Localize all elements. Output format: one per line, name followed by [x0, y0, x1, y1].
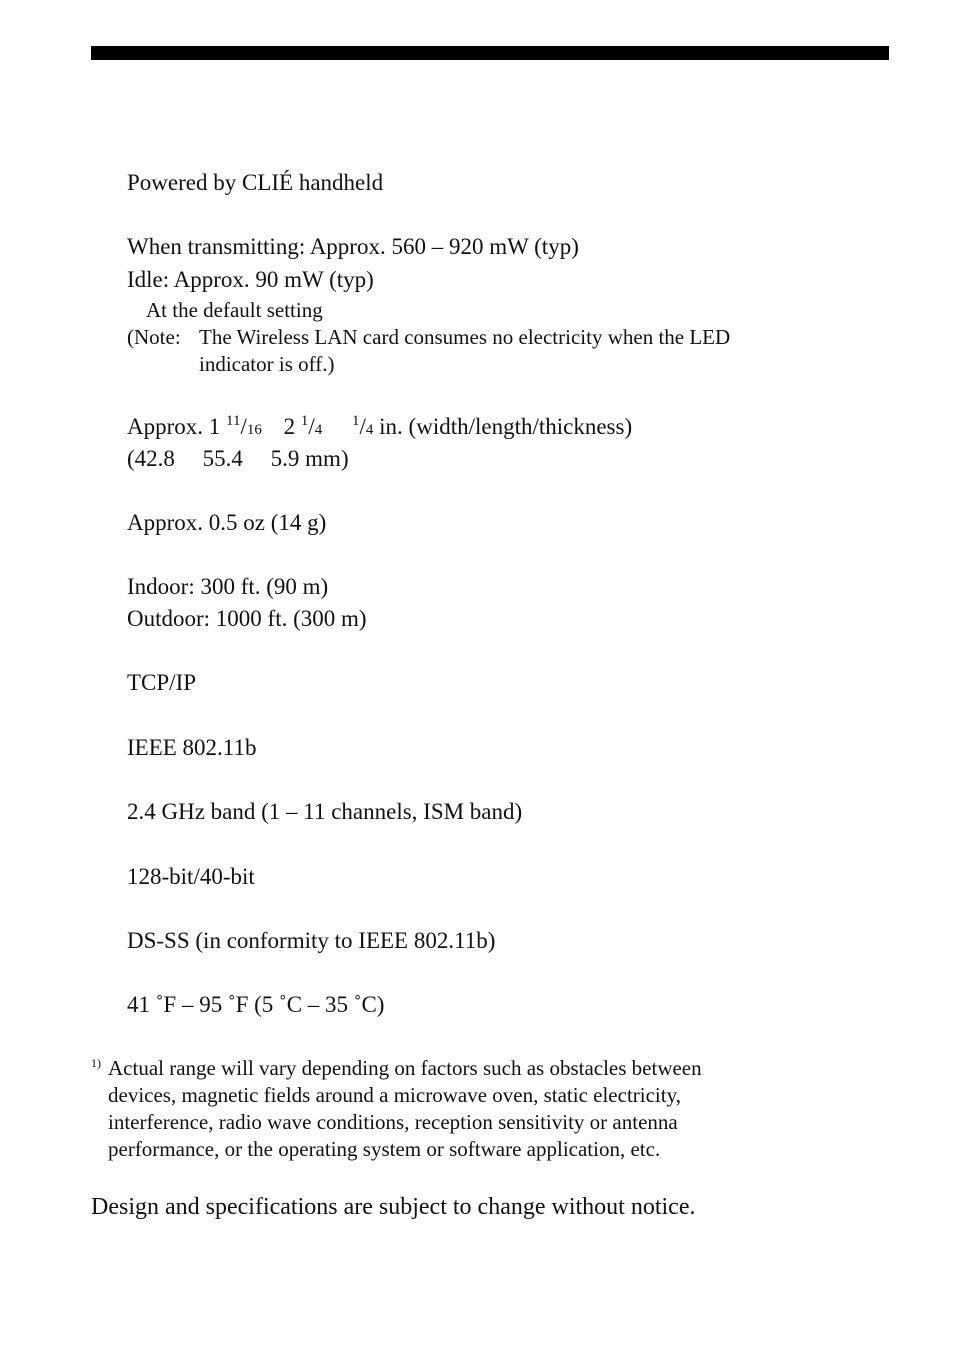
width-numerator: 11 [226, 413, 241, 429]
length-denominator: 4 [314, 422, 323, 438]
footnote-line: devices, magnetic fields around a microwave oven, static electricity, [108, 1083, 681, 1107]
width-denominator: 16 [246, 422, 262, 438]
dimensions-mm-width: (42.8 [127, 446, 175, 471]
footnote-line: interference, radio wave conditions, reception sensitivity or antenna [108, 1110, 678, 1134]
consumption-idle: Idle: Approx. 90 mW (typ) [127, 267, 374, 292]
dimensions-mm-length: 55.4 [202, 446, 243, 471]
mass-value: Approx. 0.5 oz (14 g) [127, 510, 327, 535]
dimensions-suffix: in. (width/length/thickness) [379, 414, 633, 439]
dimensions-approx: Approx. 1 [127, 414, 221, 439]
consumption-note-line1: The Wireless LAN card consumes no electricity when the LED [199, 325, 731, 349]
encryption-value: 128-bit/40-bit [127, 864, 255, 889]
protocol-value: TCP/IP [127, 670, 197, 695]
dimensions-mm-thickness: 5.9 mm) [270, 446, 349, 471]
footnote-line: performance, or the operating system or software application, etc. [108, 1137, 661, 1161]
range-indoor: Indoor: 300 ft. (90 m) [127, 574, 329, 599]
dimensions-mm [127, 446, 349, 472]
header-rule [91, 46, 889, 60]
default-setting-note: At the default setting [146, 298, 323, 322]
fraction-slash: / [359, 414, 366, 439]
length-whole: 2 [283, 414, 296, 439]
length-numerator: 1 [300, 413, 309, 429]
footnote-marker: 1) [91, 1056, 101, 1070]
consumption-note-label: (Note: [127, 325, 181, 349]
thickness-numerator: 1 [352, 413, 360, 429]
range-outdoor: Outdoor: 1000 ft. (300 m) [127, 606, 367, 631]
consumption-transmitting: When transmitting: Approx. 560 – 920 mW (typ) [127, 234, 579, 259]
modulation-value: DS-SS (in conformity to IEEE 802.11b) [127, 928, 496, 953]
power-source-value: Powered by CLIÉ handheld [127, 170, 384, 195]
fraction-slash: / [308, 414, 315, 439]
frequency-value: 2.4 GHz band (1 – 11 channels, ISM band) [127, 799, 523, 824]
temperature-value: 41 ˚F – 95 ˚F (5 ˚C – 35 ˚C) [127, 992, 385, 1017]
consumption-note-line2: indicator is off.) [199, 352, 335, 376]
dimensions-inches [127, 414, 632, 443]
footnote-line: Actual range will vary depending on factors such as obstacles between [108, 1056, 702, 1080]
standard-value: IEEE 802.11b [127, 735, 257, 760]
thickness-denominator: 4 [365, 422, 374, 438]
fraction-slash: / [240, 414, 247, 439]
change-notice: Design and specifications are subject to change without notice. [91, 1194, 696, 1220]
